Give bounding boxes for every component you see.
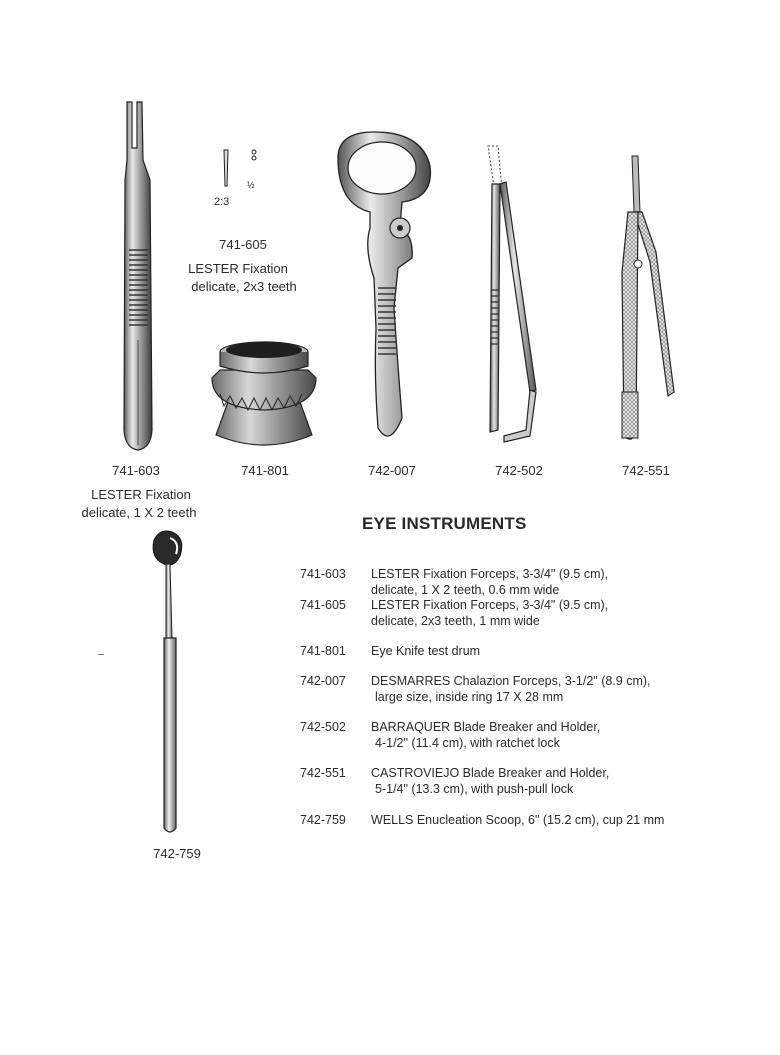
catalog-desc-line2: 5-1/4" (13.3 cm), with push-pull lock bbox=[375, 782, 574, 796]
catalog-desc-line1: WELLS Enucleation Scoop, 6" (15.2 cm), cup 21 mm bbox=[371, 813, 665, 827]
catalog-desc-line1: LESTER Fixation Forceps, 3-3/4" (9.5 cm), bbox=[371, 598, 609, 612]
caption-741-603-line1: LESTER Fixation bbox=[91, 487, 191, 502]
catalog-code: 742-007 bbox=[300, 674, 346, 688]
blade-breaker-742-551-illustration bbox=[614, 152, 684, 448]
catalog-desc-line2: delicate, 1 X 2 teeth, 0.6 mm wide bbox=[371, 583, 560, 597]
ratio-label: 2:3 bbox=[214, 196, 230, 208]
forceps-741-605-detail-illustration bbox=[214, 146, 264, 196]
catalog-code: 741-801 bbox=[300, 644, 346, 658]
catalog-code: 741-603 bbox=[300, 567, 346, 581]
stray-mark bbox=[98, 654, 104, 655]
catalog-code: 741-605 bbox=[300, 598, 346, 612]
catalog-code: 742-551 bbox=[300, 766, 346, 780]
page-title: EYE INSTRUMENTS bbox=[362, 514, 527, 533]
enucleation-scoop-742-759-illustration bbox=[146, 528, 196, 838]
code-742-551: 742-551 bbox=[622, 463, 670, 478]
test-drum-741-801-illustration bbox=[208, 330, 320, 452]
catalog-desc-line2: 4-1/2" (11.4 cm), with ratchet lock bbox=[375, 736, 560, 750]
caption-741-605-line2: delicate, 2x3 teeth bbox=[191, 279, 297, 294]
catalog-desc-line1: BARRAQUER Blade Breaker and Holder, bbox=[371, 720, 601, 734]
code-742-502: 742-502 bbox=[495, 463, 543, 478]
caption-741-605-line1: LESTER Fixation bbox=[188, 261, 288, 276]
chalazion-forceps-742-007-illustration bbox=[330, 128, 436, 450]
code-741-603: 741-603 bbox=[112, 463, 160, 478]
catalog-desc-line1: LESTER Fixation Forceps, 3-3/4" (9.5 cm), bbox=[371, 567, 609, 581]
code-741-801: 741-801 bbox=[241, 463, 289, 478]
catalog-desc-line1: CASTROVIEJO Blade Breaker and Holder, bbox=[371, 766, 610, 780]
caption-741-603-line2: delicate, 1 X 2 teeth bbox=[81, 505, 197, 520]
catalog-desc-line1: DESMARRES Chalazion Forceps, 3-1/2" (8.9 cm), bbox=[371, 674, 651, 688]
catalog-desc-line2: delicate, 2x3 teeth, 1 mm wide bbox=[371, 614, 540, 628]
forceps-741-603-illustration bbox=[118, 100, 158, 452]
catalog-desc-line1: Eye Knife test drum bbox=[371, 644, 481, 658]
catalog-code: 742-502 bbox=[300, 720, 346, 734]
code-741-605: 741-605 bbox=[219, 237, 267, 252]
code-742-007: 742-007 bbox=[368, 463, 416, 478]
catalog-desc-line2: large size, inside ring 17 X 28 mm bbox=[375, 690, 564, 704]
detail-label: ½ bbox=[247, 180, 255, 190]
catalog-code: 742-759 bbox=[300, 813, 346, 827]
code-742-759: 742-759 bbox=[153, 846, 201, 861]
blade-breaker-742-502-illustration bbox=[476, 140, 556, 450]
